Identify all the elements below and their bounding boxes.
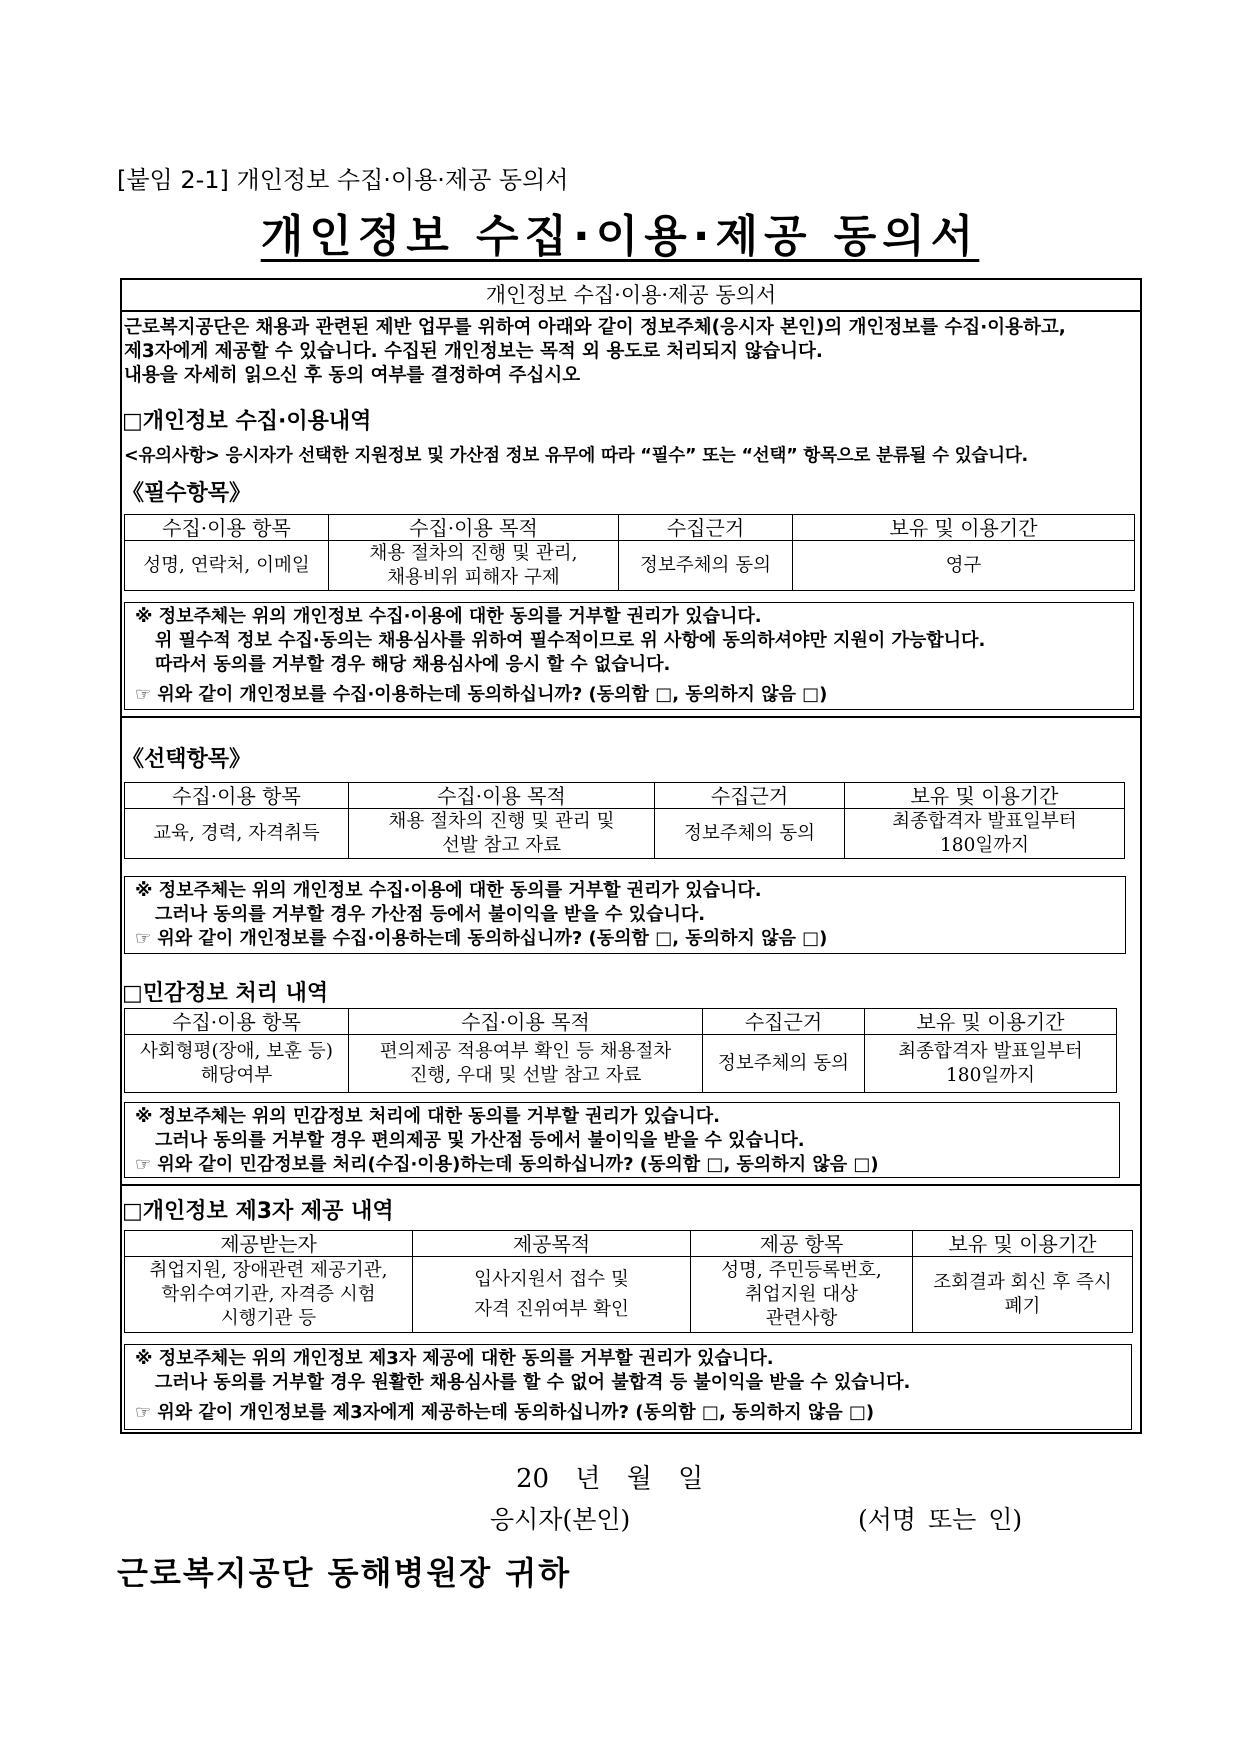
sensitive-info-table: [124, 1008, 1117, 1093]
table-header-row: [125, 1009, 1117, 1035]
table-header: 수집·이용 항목: [125, 1009, 349, 1035]
table-cell: 채용 절차의 진행 및 관리 및 선발 참고 자료: [349, 809, 655, 859]
notice-line: 따라서 동의를 거부할 경우 해당 채용심사에 응시 할 수 없습니다.: [155, 654, 671, 675]
table-header: 수집근거: [703, 1009, 865, 1035]
intro-line: 근로복지공단은 채용과 관련된 제반 업무를 위하여 아래와 같이 정보주체(응시자 본인)의 개인정보를 수집·이용하고,: [124, 317, 1066, 338]
section-third-party-heading: □개인정보 제3자 제공 내역: [122, 1199, 394, 1224]
attachment-label: [붙임 2-1] 개인정보 수집·이용·제공 동의서: [117, 166, 569, 194]
table-row: [125, 1257, 1133, 1333]
table-header-row: [125, 1231, 1133, 1257]
consent-question[interactable]: ☞ 위와 같이 개인정보를 제3자에게 제공하는데 동의하십니까? (동의함 □, 동의하지 않음 □): [135, 1402, 875, 1423]
table-header: 보유 및 이용기간: [793, 515, 1135, 541]
signer-label: 응시자(본인): [490, 1505, 631, 1534]
intro-line: 내용을 자세히 읽으신 후 동의 여부를 결정하여 주십시오: [124, 365, 581, 386]
table-header-row: [125, 515, 1135, 541]
notice-line: ※ 정보주체는 위의 개인정보 수집·이용에 대한 동의를 거부할 권리가 있습니다.: [135, 606, 762, 627]
notice-line: ※ 정보주체는 위의 개인정보 수집·이용에 대한 동의를 거부할 권리가 있습니다.: [135, 880, 762, 901]
intro-line: 제3자에게 제공할 수 있습니다. 수집된 개인정보는 목적 외 용도로 처리되지 않습니다.: [124, 341, 823, 362]
table-cell: 교육, 경력, 자격취득: [125, 809, 349, 859]
document-title: [0, 200, 1240, 264]
signature-placeholder[interactable]: (서명 또는 인): [858, 1505, 1023, 1534]
consent-question[interactable]: ☞ 위와 같이 민감정보를 처리(수집·이용)하는데 동의하십니까? (동의함 □, 동의하지 않음 □): [135, 1154, 879, 1175]
table-cell: 성명, 연락처, 이메일: [125, 541, 329, 591]
third-party-table: [124, 1230, 1133, 1333]
optional-consent-notice: [124, 876, 1126, 954]
document-title-text: 개인정보 수집·이용·제공 동의서: [260, 211, 980, 262]
table-header: 보유 및 이용기간: [865, 1009, 1117, 1035]
table-cell: 최종합격자 발표일부터 180일까지: [845, 809, 1125, 859]
third-party-consent-notice: [124, 1344, 1132, 1430]
table-header: 수집·이용 목적: [349, 1009, 703, 1035]
table-header: 보유 및 이용기간: [845, 783, 1125, 809]
table-header: 제공 항목: [691, 1231, 913, 1257]
section-collection-heading: □개인정보 수집·이용내역: [122, 409, 372, 434]
table-cell: 사회형평(장애, 보훈 등) 해당여부: [125, 1035, 349, 1093]
table-cell: 최종합격자 발표일부터 180일까지: [865, 1035, 1117, 1093]
table-header: 수집근거: [655, 783, 845, 809]
table-cell: 입사지원서 접수 및 자격 진위여부 확인: [413, 1257, 691, 1333]
notice-line: 그러나 동의를 거부할 경우 원활한 채용심사를 할 수 없어 불합격 등 불이익을 받을 수 있습니다.: [155, 1372, 911, 1393]
table-header: 제공목적: [413, 1231, 691, 1257]
optional-heading: 《선택항목》: [122, 747, 252, 772]
notice-line: ※ 정보주체는 위의 개인정보 제3자 제공에 대한 동의를 거부할 권리가 있습니다.: [135, 1348, 774, 1369]
required-items-table: [124, 514, 1135, 591]
notice-line: 그러나 동의를 거부할 경우 가산점 등에서 불이익을 받을 수 있습니다.: [155, 904, 706, 925]
date-line[interactable]: 20 년 월 일: [516, 1464, 704, 1494]
notice-line: 그러나 동의를 거부할 경우 편의제공 및 가산점 등에서 불이익을 받을 수 있습니다.: [155, 1130, 805, 1151]
caution-note: <유의사항> 응시자가 선택한 지원정보 및 가산점 정보 유무에 따라 “필수” 또는 “선택” 항목으로 분류될 수 있습니다.: [124, 446, 1028, 466]
table-header: 수집·이용 항목: [125, 783, 349, 809]
table-header: 수집·이용 목적: [349, 783, 655, 809]
table-header-row: [125, 783, 1125, 809]
table-header: 수집근거: [619, 515, 793, 541]
addressee: 근로복지공단 동해병원장 귀하: [117, 1554, 572, 1592]
required-consent-notice: [124, 602, 1134, 710]
table-cell: 영구: [793, 541, 1135, 591]
divider: [122, 1184, 1140, 1186]
table-cell: 채용 절차의 진행 및 관리, 채용비위 피해자 구제: [329, 541, 619, 591]
table-row: [125, 809, 1125, 859]
intro-text: [124, 316, 1136, 388]
table-cell: 정보주체의 동의: [619, 541, 793, 591]
sensitive-consent-notice: [124, 1102, 1120, 1178]
notice-line: 위 필수적 정보 수집·동의는 채용심사를 위하여 필수적이므로 위 사항에 동의하셔야만 지원이 가능합니다.: [155, 630, 986, 651]
table-row: [125, 541, 1135, 591]
table-cell: 정보주체의 동의: [703, 1035, 865, 1093]
box-title: 개인정보 수집·이용·제공 동의서: [122, 280, 1140, 312]
table-row: [125, 1035, 1117, 1093]
consent-question[interactable]: ☞ 위와 같이 개인정보를 수집·이용하는데 동의하십니까? (동의함 □, 동의하지 않음 □): [135, 928, 828, 949]
table-header: 수집·이용 목적: [329, 515, 619, 541]
required-heading: 《필수항목》: [122, 481, 252, 506]
table-header: 보유 및 이용기간: [913, 1231, 1133, 1257]
section-sensitive-heading: □민감정보 처리 내역: [122, 981, 329, 1006]
table-cell: 취업지원, 장애관련 제공기관, 학위수여기관, 자격증 시험 시행기관 등: [125, 1257, 413, 1333]
table-cell: 정보주체의 동의: [655, 809, 845, 859]
table-cell: 조회결과 회신 후 즉시 폐기: [913, 1257, 1133, 1333]
optional-items-table: [124, 782, 1125, 859]
table-cell: 성명, 주민등록번호, 취업지원 대상 관련사항: [691, 1257, 913, 1333]
divider: [122, 716, 1140, 718]
consent-form-box: [120, 278, 1142, 1434]
notice-line: ※ 정보주체는 위의 민감정보 처리에 대한 동의를 거부할 권리가 있습니다.: [135, 1106, 720, 1127]
consent-question[interactable]: ☞ 위와 같이 개인정보를 수집·이용하는데 동의하십니까? (동의함 □, 동의하지 않음 □): [135, 684, 828, 705]
table-cell: 편의제공 적용여부 확인 등 채용절차 진행, 우대 및 선발 참고 자료: [349, 1035, 703, 1093]
table-header: 제공받는자: [125, 1231, 413, 1257]
table-header: 수집·이용 항목: [125, 515, 329, 541]
